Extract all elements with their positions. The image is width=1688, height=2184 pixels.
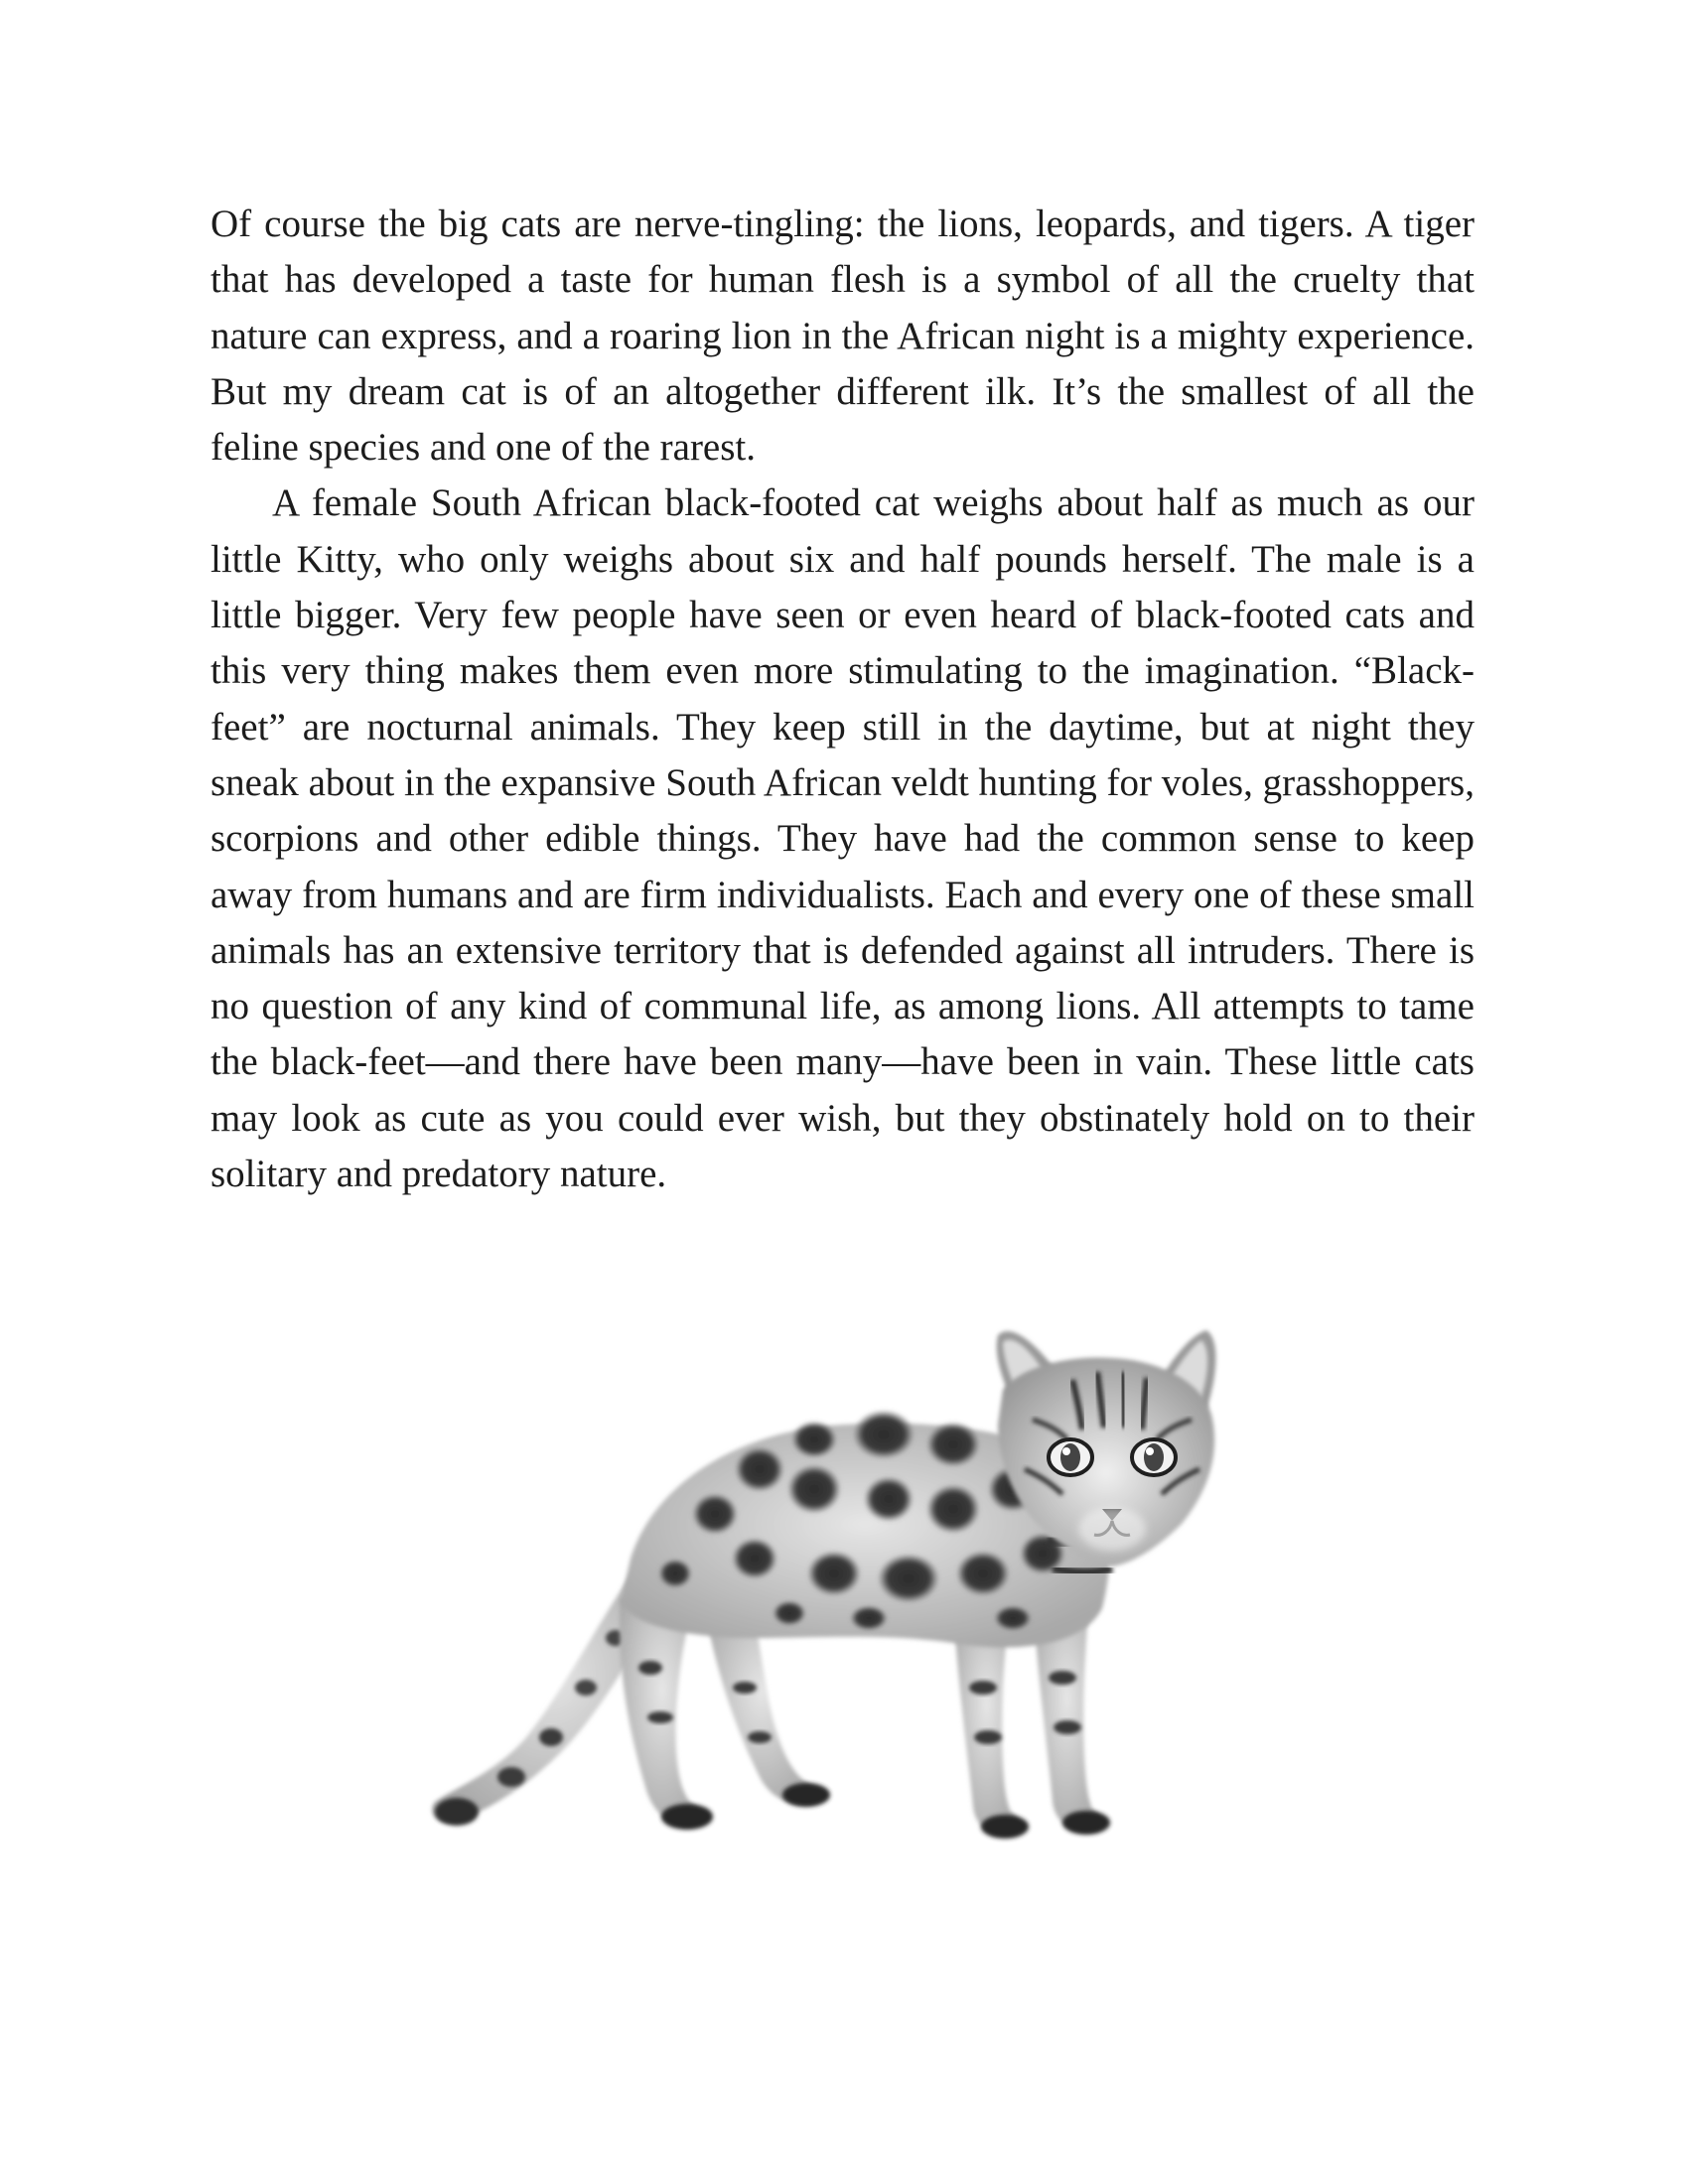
paragraph-2: A female South African black-footed cat weighs about half as much as our little Kitty, who only weighs about six and half pounds herself. The male is a little bigger. Very few people have seen or even heard of black-footed cats and this very thing makes them even more stimulating to the imagination. “Black-feet” are nocturnal animals. They keep still in the daytime, but at night they sneak about in the expansive South African veldt hunting for voles, grasshoppers, scorpions and other edible things. They have had the common sense to keep away from humans and are firm individualists. Each and every one of these small animals has an extensive territory that is defended against all intruders. There is no question of any kind of communal life, as among lions. All attempts to tame the black-feet—and there have been many—have been in vain. These little cats may look as cute as you could ever wish, but they obstinately hold on to their solitary and predatory nature. xyxy=(211,481,1475,1196)
body-text xyxy=(211,197,1475,1202)
black-footed-cat-illustration xyxy=(417,1310,1271,1896)
paragraph-1: Of course the big cats are nerve-tingling: the lions, leopards, and tigers. A tiger that has developed a taste for human flesh is a symbol of all the cruelty that nature can express, and a roaring lion in the African night is a mighty experience. But my dream cat is of an altogether different ilk. It’s the smallest of all the feline species and one of the rarest. xyxy=(211,203,1475,470)
